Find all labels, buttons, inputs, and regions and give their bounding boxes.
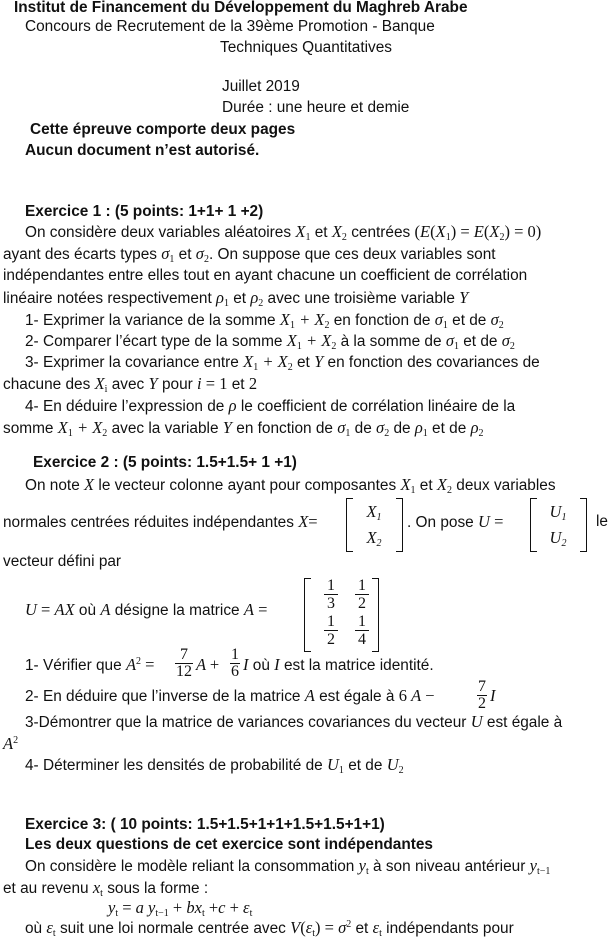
exercise3-subtitle: Les deux questions de cet exercice sont indépendantes <box>25 836 433 853</box>
exercise3-line4: où $\varepsilon_t$ suit une loi normale centrée avec $V(\varepsilon_t) = \sigma^2$ et $\varepsilon_t$ indépendants pour <box>25 918 514 939</box>
model-equation: $y_t = a$ $y_{t-1} + bx_t +c + \varepsilon_t$ <box>108 898 253 919</box>
exercise1-line3: indépendantes entre elles tout en ayant chacune un coefficient de corrélation <box>3 267 528 284</box>
exercise1-question2: 2- Comparer l’écart type de la somme $X_1 + X_2$ à la somme de $\sigma_1$ et de $\sigma_2$ <box>25 331 515 352</box>
vector-u: $U_1$ $U_2$ <box>549 502 567 549</box>
matrix-a-left-bracket <box>304 578 311 652</box>
exercise1-question3: 3- Exprimer la covariance entre $X_1 + X_2$ et Y en fonction des covariances de <box>25 352 540 373</box>
exam-duration: Durée : une heure et demie <box>222 99 410 116</box>
exercise2-line3: vecteur défini par <box>3 553 122 570</box>
discipline-line: Techniques Quantitatives <box>220 39 392 56</box>
exercise1-question3-cont: chacune des $X_i$ avec Y pour i = 1 et 2 <box>3 374 258 395</box>
identity-i: I <box>490 686 496 705</box>
exercise3-title: Exercice 3: ( 10 points: 1.5+1.5+1+1+1.5+1.5+1+1) <box>25 816 385 833</box>
fraction-1-6: 1 6 <box>231 646 239 680</box>
vector-x-right-bracket <box>396 498 403 552</box>
term-a-plus: A + <box>196 655 220 674</box>
exercise2-pose: . On pose U = <box>407 512 504 531</box>
exercise2-question3: 3-Démontrer que la matrice de variances covariances du vecteur U est égale à <box>25 712 563 731</box>
matrix-a-right-bracket <box>372 578 379 652</box>
exercise3-line1: On considère le modèle reliant la consommation $y_t$ à son niveau antérieur $y_{t-1}$ <box>25 856 551 877</box>
matrix-a-22: 1 4 <box>355 614 369 647</box>
exercise1-question1: 1- Exprimer la variance de la somme $X_1 + X_2$ en fonction de $\sigma_1$ et de $\sigma_2$ <box>25 310 504 331</box>
exercise2-question2: 2- En déduire que l’inverse de la matrice A est égale à 6 A − <box>25 686 435 705</box>
vector-x: $X_1$ $X_2$ <box>366 502 382 549</box>
exercise1-line1: On considère deux variables aléatoires $X_1$ et $X_2$ centrées $(E(X_1) = E(X_2) = 0)$ <box>25 222 542 243</box>
vector-x-left-bracket <box>346 498 353 552</box>
exercise2-title: Exercice 2 : (5 points: 1.5+1.5+ 1 +1) <box>33 454 297 471</box>
page-note: Cette épreuve comporte deux pages <box>30 121 296 138</box>
exercise2-line2: normales centrées réduites indépendantes X= <box>3 512 318 531</box>
document-note: Aucun document n’est autorisé. <box>25 142 260 159</box>
concours-line: Concours de Recrutement de la 39ème Promotion - Banque <box>25 18 435 35</box>
exercise2-question1-end: I où I est la matrice identité. <box>243 655 434 674</box>
matrix-a-21: 1 2 <box>324 614 338 647</box>
matrix-a-11: 1 3 <box>324 578 338 611</box>
exercise2-line1: On note X le vecteur colonne ayant pour composantes $X_1$ et $X_2$ deux variables <box>25 475 556 496</box>
institution-name: Institut de Financement du Développement du Maghreb Arabe <box>14 0 468 16</box>
exercise1-question4: 4- En déduire l’expression de ρ le coefficient de corrélation linéaire de la <box>25 396 516 415</box>
a-squared: $A^2$ <box>3 734 19 753</box>
fraction-7-2: 7 2 <box>478 678 486 712</box>
exercise2-le: le <box>596 513 608 530</box>
exercise1-line2: ayant des écarts types $\sigma_1$ et $\sigma_2$. On suppose que ces deux variables sont <box>3 244 496 265</box>
matrix-a-12: 1 2 <box>355 578 369 611</box>
exam-date: Juillet 2019 <box>222 78 300 95</box>
fraction-7-12: 7 12 <box>176 646 192 680</box>
vector-u-right-bracket <box>580 498 587 552</box>
exercise2-matrix-def: U = AX où A désigne la matrice A = <box>25 600 268 619</box>
exercise1-question4-cont: somme $X_1 + X_2$ avec la variable Y en fonction de $\sigma_1$ de $\sigma_2$ de $\rho_1$ et de $\rho_2$ <box>3 418 484 439</box>
exercise1-title: Exercice 1 : (5 points: 1+1+ 1 +2) <box>25 203 264 220</box>
exercise2-question1: 1- Vérifier que $A^2$ = <box>25 655 155 674</box>
exercise3-line2: et au revenu $x_t$ sous la forme : <box>3 878 209 899</box>
exercise1-line4: linéaire notées respectivement $\rho_1$ et $\rho_2$ avec une troisième variable Y <box>3 288 469 309</box>
vector-u-left-bracket <box>530 498 537 552</box>
exercise2-question4: 4- Déterminer les densités de probabilité de $U_1$ et de $U_2$ <box>25 755 404 776</box>
